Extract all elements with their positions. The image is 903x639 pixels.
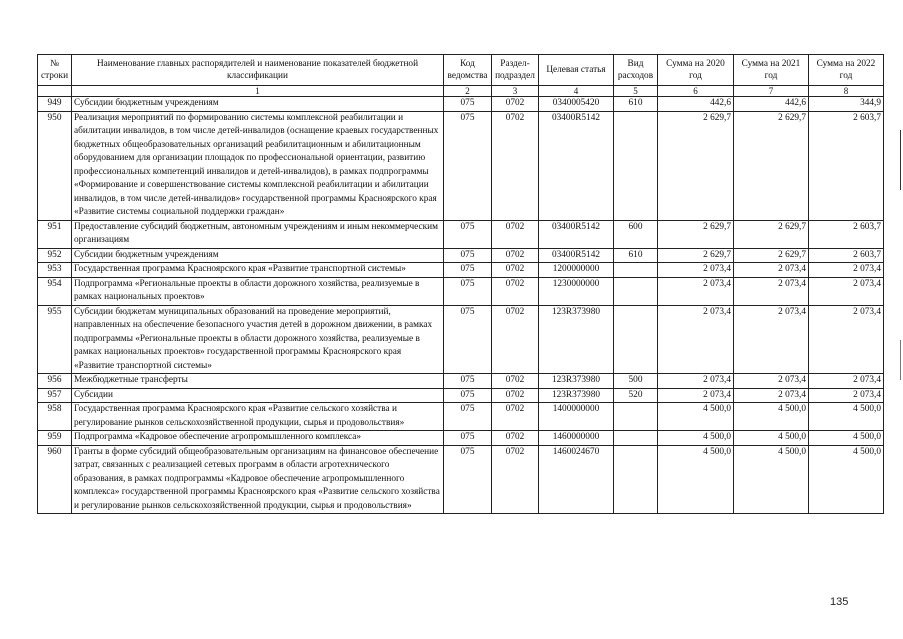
scan-edge-mark	[900, 340, 901, 380]
sum-2020-cell: 2 073,4	[658, 388, 734, 403]
sum-2022-cell: 4 500,0	[809, 445, 884, 514]
row-number-cell: 952	[38, 248, 72, 263]
table-row	[38, 263, 884, 278]
ministry-code-cell: 075	[444, 220, 492, 248]
sum-2021-cell: 2 073,4	[734, 263, 809, 278]
table-row	[38, 97, 884, 112]
sum-2021-cell: 2 629,7	[734, 248, 809, 263]
sum-2020-cell: 2 073,4	[658, 263, 734, 278]
section-cell: 0702	[492, 374, 539, 389]
target-item-cell: 1460000000	[539, 431, 614, 446]
row-name-cell: Государственная программа Красноярского края «Развитие сельского хозяйства и регулирование рынков сельскохозяйственной продукции, сырья и продовольствия»	[72, 403, 444, 431]
sum-2020-cell: 2 629,7	[658, 111, 734, 220]
sum-2021-cell: 2 073,4	[734, 374, 809, 389]
header-type: Вид расходов	[614, 55, 658, 86]
expense-type-cell	[614, 431, 658, 446]
expense-type-cell: 600	[614, 220, 658, 248]
expense-type-cell	[614, 305, 658, 374]
column-number: 2	[444, 86, 492, 97]
table-row	[38, 431, 884, 446]
budget-sheet	[37, 54, 884, 514]
sum-2020-cell: 2 629,7	[658, 220, 734, 248]
row-name-cell: Реализация мероприятий по формированию системы комплексной реабилитации и абилитации инвалидов, в том числе детей-инвалидов (оснащение краевых государственных бюджетных общеобразовательных организаций реабилитационным и абилитационным оборудованием для организации площадок по профессиональной ориентации, развитию профессиональных компетенций инвалидов и детей-инвалидов), в рамках подпрограммы «Формирование и совершенствование системы комплексной реабилитации и абилитации инвалидов, в том числе детей-инвалидов» государственной программы Красноярского края «Развитие системы социальной поддержки граждан»	[72, 111, 444, 220]
ministry-code-cell: 075	[444, 277, 492, 305]
sum-2021-cell: 442,6	[734, 97, 809, 112]
column-number: 1	[72, 86, 444, 97]
section-cell: 0702	[492, 111, 539, 220]
ministry-code-cell: 075	[444, 403, 492, 431]
sum-2022-cell: 2 603,7	[809, 111, 884, 220]
expense-type-cell	[614, 445, 658, 514]
row-name-cell: Субсидии бюджетным учреждениям	[72, 248, 444, 263]
ministry-code-cell: 075	[444, 305, 492, 374]
header-target: Целевая статья	[539, 55, 614, 86]
target-item-cell: 1230000000	[539, 277, 614, 305]
row-name-cell: Государственная программа Красноярского края «Развитие транспортной системы»	[72, 263, 444, 278]
table-row	[38, 445, 884, 514]
ministry-code-cell: 075	[444, 248, 492, 263]
column-number: 8	[809, 86, 884, 97]
section-cell: 0702	[492, 445, 539, 514]
expense-type-cell	[614, 403, 658, 431]
row-name-cell: Подпрограмма «Кадровое обеспечение агропромышленного комплекса»	[72, 431, 444, 446]
sum-2022-cell: 2 603,7	[809, 220, 884, 248]
header-name: Наименование главных распорядителей и наименование показателей бюджетной классификации	[72, 55, 444, 86]
column-number: 3	[492, 86, 539, 97]
row-number-cell: 951	[38, 220, 72, 248]
sum-2022-cell: 2 603,7	[809, 248, 884, 263]
ministry-code-cell: 075	[444, 388, 492, 403]
table-row	[38, 220, 884, 248]
section-cell: 0702	[492, 97, 539, 112]
section-cell: 0702	[492, 263, 539, 278]
sum-2020-cell: 442,6	[658, 97, 734, 112]
header-section: Раздел-подраздел	[492, 55, 539, 86]
sum-2022-cell: 344,9	[809, 97, 884, 112]
sum-2022-cell: 2 073,4	[809, 305, 884, 374]
expense-type-cell: 610	[614, 97, 658, 112]
section-cell: 0702	[492, 388, 539, 403]
ministry-code-cell: 075	[444, 445, 492, 514]
row-name-cell: Субсидии бюджетам муниципальных образований на проведение мероприятий, направленных на обеспечение безопасного участия детей в дорожном движении, в рамках подпрограммы «Региональные проекты в области дорожного хозяйства, реализуемые в рамках национальных проектов» государственной программы Красноярского края «Развитие транспортной системы»	[72, 305, 444, 374]
row-number-cell: 958	[38, 403, 72, 431]
table-row	[38, 111, 884, 220]
target-item-cell: 03400R5142	[539, 248, 614, 263]
sum-2022-cell: 2 073,4	[809, 263, 884, 278]
sum-2020-cell: 4 500,0	[658, 431, 734, 446]
row-number-cell: 949	[38, 97, 72, 112]
row-number-cell: 959	[38, 431, 72, 446]
page-number: 135	[830, 596, 849, 608]
expense-type-cell: 520	[614, 388, 658, 403]
sum-2020-cell: 2 073,4	[658, 277, 734, 305]
column-number: 7	[734, 86, 809, 97]
table-row	[38, 374, 884, 389]
target-item-cell: 1400000000	[539, 403, 614, 431]
row-name-cell: Межбюджетные трансферты	[72, 374, 444, 389]
row-name-cell: Предоставление субсидий бюджетным, автономным учреждениям и иным некоммерческим организациям	[72, 220, 444, 248]
row-name-cell: Подпрограмма «Региональные проекты в области дорожного хозяйства, реализуемые в рамках национальных проектов»	[72, 277, 444, 305]
sum-2022-cell: 2 073,4	[809, 277, 884, 305]
expense-type-cell	[614, 111, 658, 220]
row-number-cell: 953	[38, 263, 72, 278]
sum-2020-cell: 2 073,4	[658, 305, 734, 374]
ministry-code-cell: 075	[444, 263, 492, 278]
target-item-cell: 03400R5142	[539, 111, 614, 220]
column-number: 4	[539, 86, 614, 97]
column-number	[38, 86, 72, 97]
table-row	[38, 305, 884, 374]
section-cell: 0702	[492, 305, 539, 374]
ministry-code-cell: 075	[444, 431, 492, 446]
row-name-cell: Гранты в форме субсидий общеобразовательным организациям на финансовое обеспечение затрат, связанных с реализацией сетевых программ в области агротехнического образования, в рамках подпрограммы «Кадровое обеспечение агропромышленного комплекса» государственной программы Красноярского края «Развитие сельского хозяйства и регулирование рынков сельскохозяйственной продукции, сырья и продовольствия»	[72, 445, 444, 514]
sum-2022-cell: 4 500,0	[809, 403, 884, 431]
sum-2021-cell: 2 073,4	[734, 277, 809, 305]
sum-2021-cell: 4 500,0	[734, 431, 809, 446]
target-item-cell: 123R373980	[539, 388, 614, 403]
sum-2022-cell: 2 073,4	[809, 374, 884, 389]
expense-type-cell: 500	[614, 374, 658, 389]
header-sum-2020: Сумма на 2020 год	[658, 55, 734, 86]
sum-2021-cell: 2 073,4	[734, 305, 809, 374]
budget-table	[37, 54, 884, 514]
budget-table-body	[38, 97, 884, 514]
sum-2022-cell: 4 500,0	[809, 431, 884, 446]
header-code: Код ведомства	[444, 55, 492, 86]
table-row	[38, 403, 884, 431]
target-item-cell: 03400R5142	[539, 220, 614, 248]
section-cell: 0702	[492, 248, 539, 263]
sum-2021-cell: 2 629,7	[734, 220, 809, 248]
table-row	[38, 248, 884, 263]
row-number-cell: 955	[38, 305, 72, 374]
target-item-cell: 123R373980	[539, 305, 614, 374]
row-name-cell: Субсидии	[72, 388, 444, 403]
table-row	[38, 388, 884, 403]
row-number-cell: 956	[38, 374, 72, 389]
column-number: 5	[614, 86, 658, 97]
sum-2021-cell: 4 500,0	[734, 403, 809, 431]
target-item-cell: 0340005420	[539, 97, 614, 112]
row-number-cell: 954	[38, 277, 72, 305]
header-sum-2022: Сумма на 2022 год	[809, 55, 884, 86]
sum-2020-cell: 4 500,0	[658, 403, 734, 431]
table-row	[38, 277, 884, 305]
sum-2021-cell: 2 073,4	[734, 388, 809, 403]
target-item-cell: 123R373980	[539, 374, 614, 389]
expense-type-cell: 610	[614, 248, 658, 263]
target-item-cell: 1200000000	[539, 263, 614, 278]
sum-2021-cell: 2 629,7	[734, 111, 809, 220]
row-number-cell: 950	[38, 111, 72, 220]
sum-2020-cell: 4 500,0	[658, 445, 734, 514]
section-cell: 0702	[492, 431, 539, 446]
column-number-row	[38, 86, 884, 97]
ministry-code-cell: 075	[444, 111, 492, 220]
header-row	[38, 55, 884, 86]
scan-edge-mark	[900, 130, 901, 190]
sum-2022-cell: 2 073,4	[809, 388, 884, 403]
row-number-cell: 957	[38, 388, 72, 403]
sum-2021-cell: 4 500,0	[734, 445, 809, 514]
header-sum-2021: Сумма на 2021 год	[734, 55, 809, 86]
row-number-cell: 960	[38, 445, 72, 514]
section-cell: 0702	[492, 277, 539, 305]
expense-type-cell	[614, 277, 658, 305]
ministry-code-cell: 075	[444, 97, 492, 112]
target-item-cell: 1460024670	[539, 445, 614, 514]
section-cell: 0702	[492, 220, 539, 248]
sum-2020-cell: 2 629,7	[658, 248, 734, 263]
section-cell: 0702	[492, 403, 539, 431]
sum-2020-cell: 2 073,4	[658, 374, 734, 389]
ministry-code-cell: 075	[444, 374, 492, 389]
row-name-cell: Субсидии бюджетным учреждениям	[72, 97, 444, 112]
header-row-number: № строки	[38, 55, 72, 86]
expense-type-cell	[614, 263, 658, 278]
column-number: 6	[658, 86, 734, 97]
